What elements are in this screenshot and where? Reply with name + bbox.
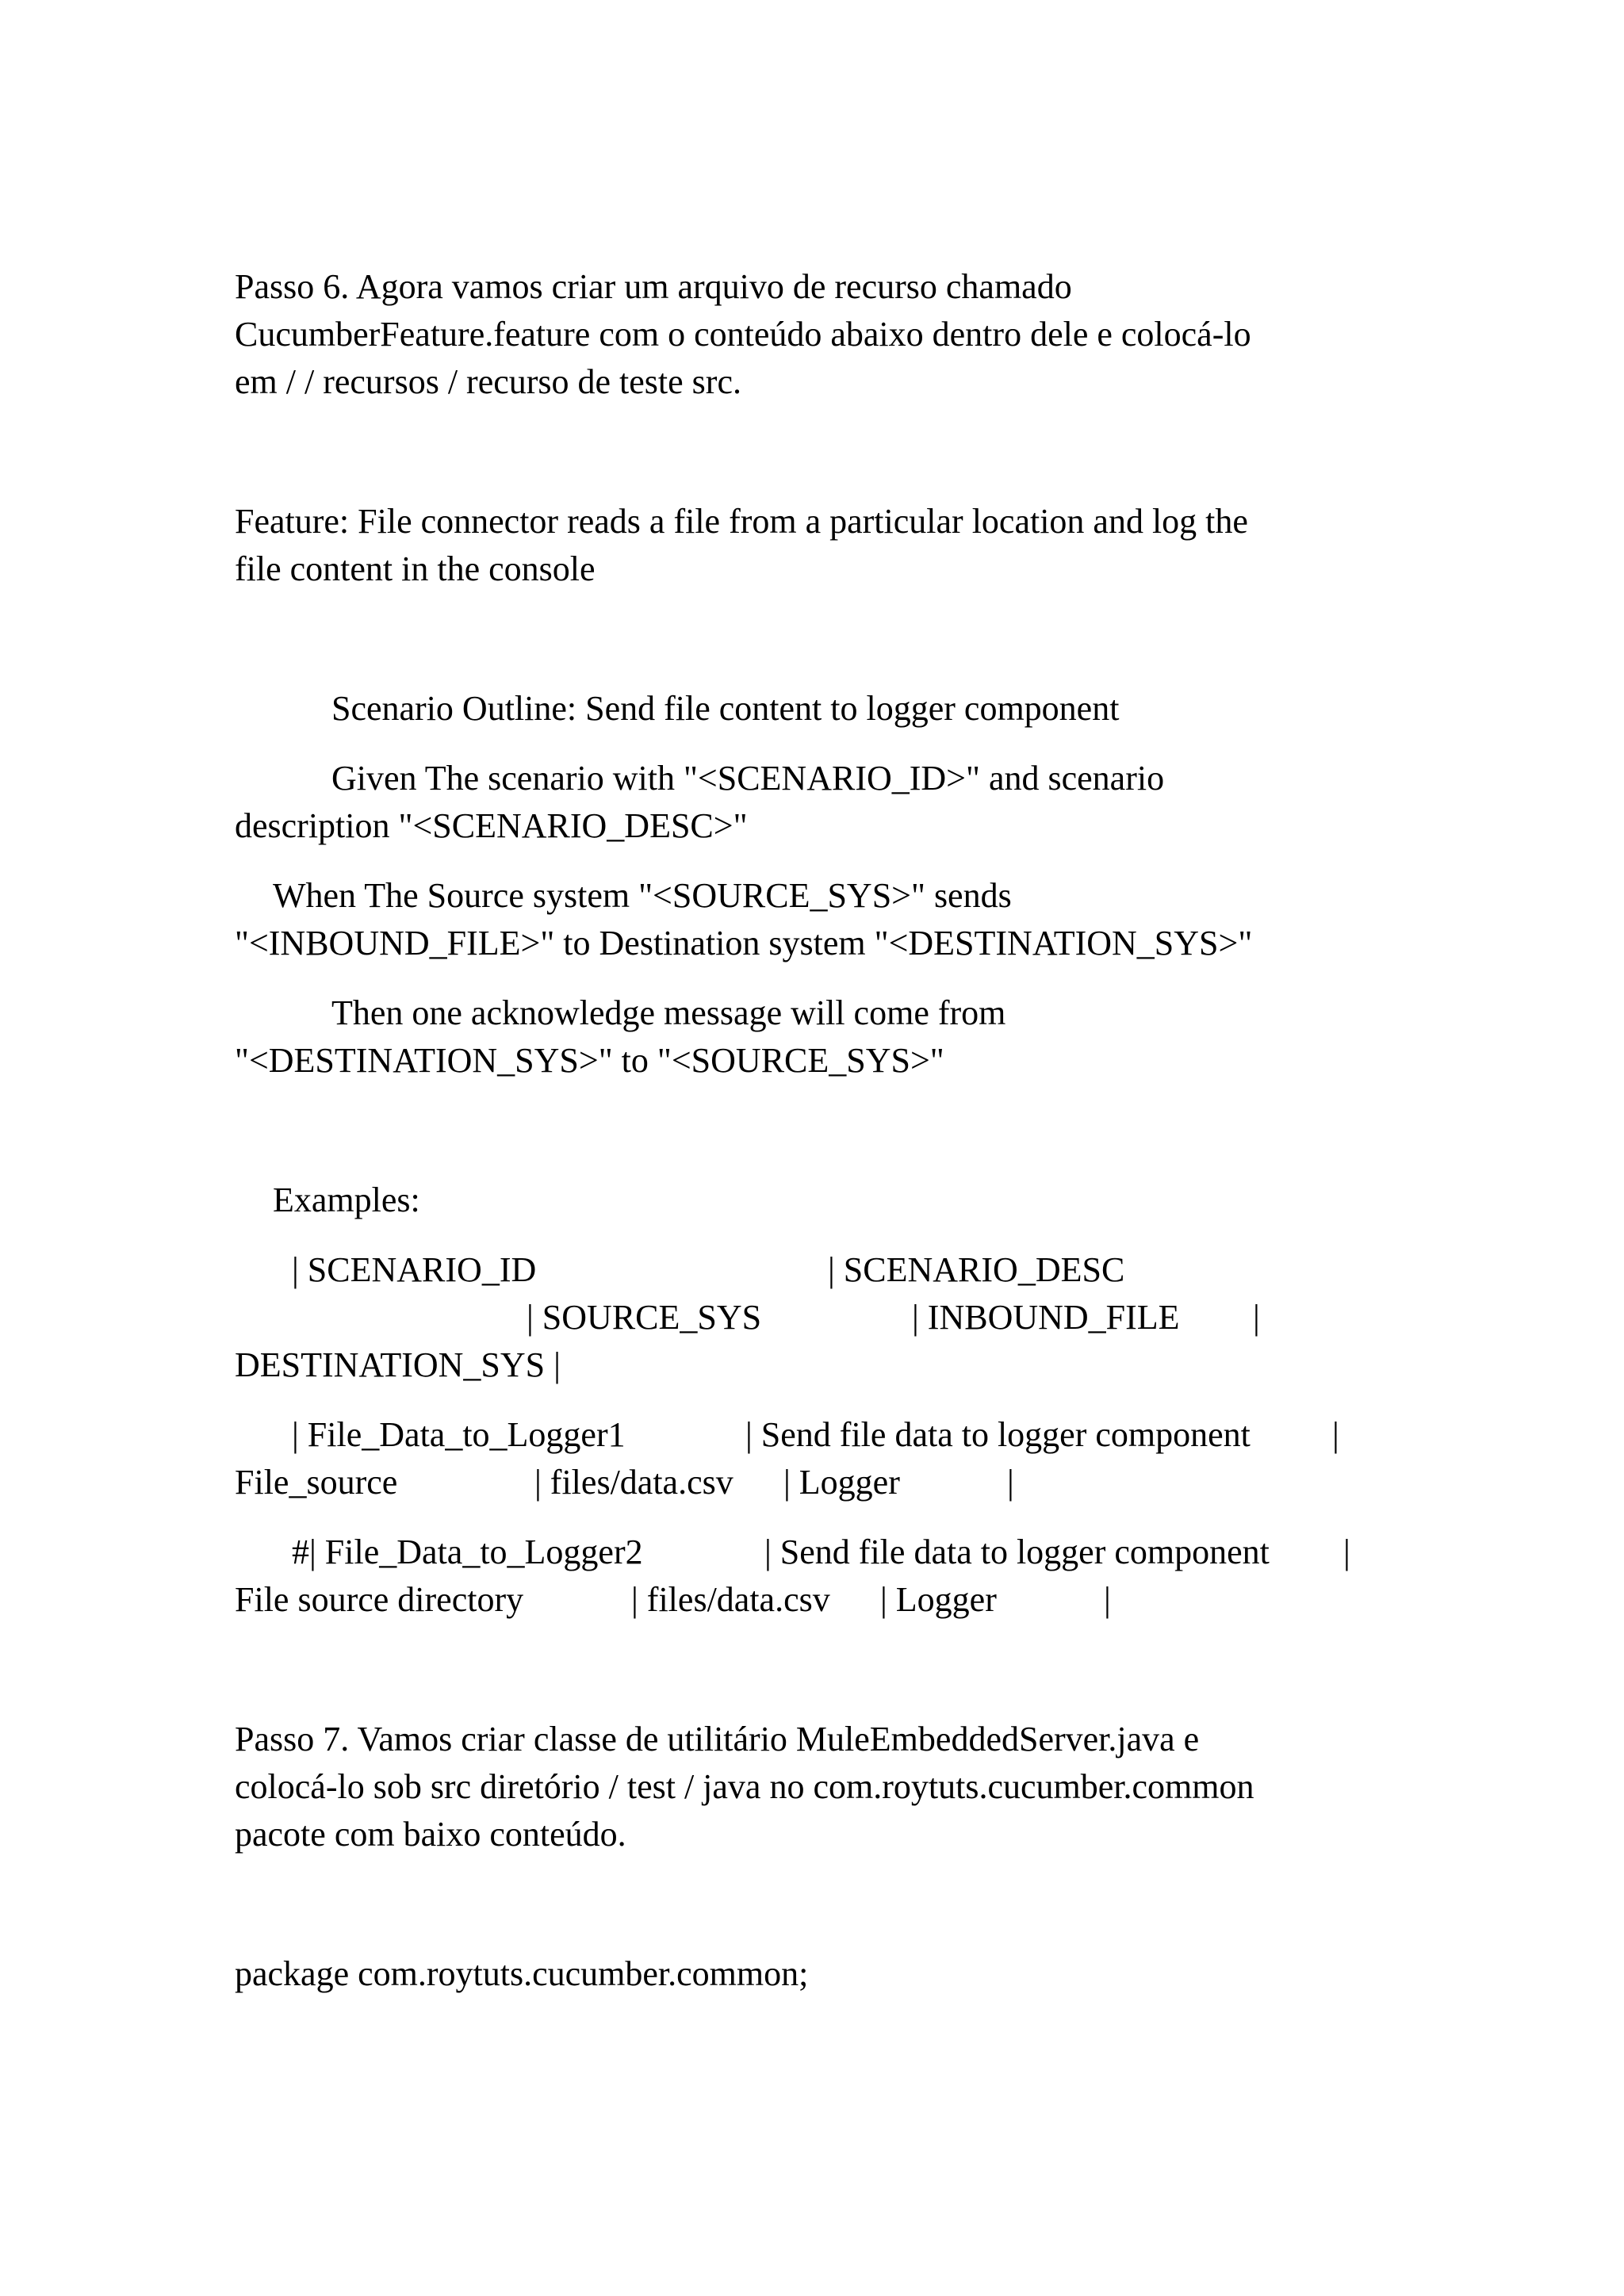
examples-header-col-4: | INBOUND_FILE: [912, 1298, 1180, 1337]
when-line-1: When The Source system "<SOURCE_SYS>" sends: [273, 876, 1012, 915]
feature-line-1: Feature: File connector reads a file from a particular location and log the: [235, 502, 1248, 541]
step6-line-2: CucumberFeature.feature com o conteúdo abaixo dentro dele e colocá-lo: [235, 315, 1251, 354]
step6-line-3: em / / recursos / recurso de teste src.: [235, 362, 741, 401]
given-line-1: Given The scenario with "<SCENARIO_ID>" and scenario: [331, 759, 1165, 798]
step7-line-3: pacote com baixo conteúdo.: [235, 1815, 626, 1854]
examples-row-1-col-6: | Logger: [783, 1463, 900, 1502]
step7-line-1: Passo 7. Vamos criar classe de utilitário MuleEmbeddedServer.java e: [235, 1720, 1200, 1758]
examples-header-col-3: | SOURCE_SYS: [527, 1298, 762, 1337]
scenario-outline: Scenario Outline: Send file content to logger component: [331, 689, 1120, 728]
examples-header-col-1: | SCENARIO_ID: [292, 1250, 537, 1289]
package-declaration: package com.roytuts.cucumber.common;: [235, 1954, 809, 1993]
examples-row-1-col-5: | files/data.csv: [534, 1463, 733, 1502]
examples-row-2-col-7: |: [1104, 1580, 1111, 1619]
step7-line-2: colocá-lo sob src diretório / test / java no com.roytuts.cucumber.common: [235, 1767, 1254, 1806]
then-line-2: "<DESTINATION_SYS>" to "<SOURCE_SYS>": [235, 1041, 944, 1080]
examples-label: Examples:: [273, 1181, 420, 1219]
examples-header-col-5: |: [1253, 1298, 1260, 1337]
examples-row-2-col-6: | Logger: [880, 1580, 997, 1619]
examples-row-2-col-3: |: [1343, 1533, 1350, 1571]
examples-header-col-6: DESTINATION_SYS |: [235, 1345, 561, 1384]
examples-row-1-col-4: File_source: [235, 1463, 398, 1502]
examples-row-1-col-3: |: [1332, 1415, 1339, 1454]
when-line-2: "<INBOUND_FILE>" to Destination system "<DESTINATION_SYS>": [235, 924, 1253, 962]
examples-row-2-col-1: #| File_Data_to_Logger2: [292, 1533, 643, 1571]
given-line-2: description "<SCENARIO_DESC>": [235, 806, 748, 845]
examples-row-2-col-4: File source directory: [235, 1580, 524, 1619]
examples-row-2-col-5: | files/data.csv: [631, 1580, 830, 1619]
examples-row-2-col-2: | Send file data to logger component: [764, 1533, 1270, 1571]
feature-line-2: file content in the console: [235, 549, 596, 588]
examples-row-1-col-7: |: [1007, 1463, 1014, 1502]
examples-header-col-2: | SCENARIO_DESC: [828, 1250, 1125, 1289]
examples-row-1-col-1: | File_Data_to_Logger1: [292, 1415, 626, 1454]
examples-row-1-col-2: | Send file data to logger component: [745, 1415, 1251, 1454]
step6-line-1: Passo 6. Agora vamos criar um arquivo de recurso chamado: [235, 267, 1072, 306]
then-line-1: Then one acknowledge message will come from: [331, 993, 1006, 1032]
